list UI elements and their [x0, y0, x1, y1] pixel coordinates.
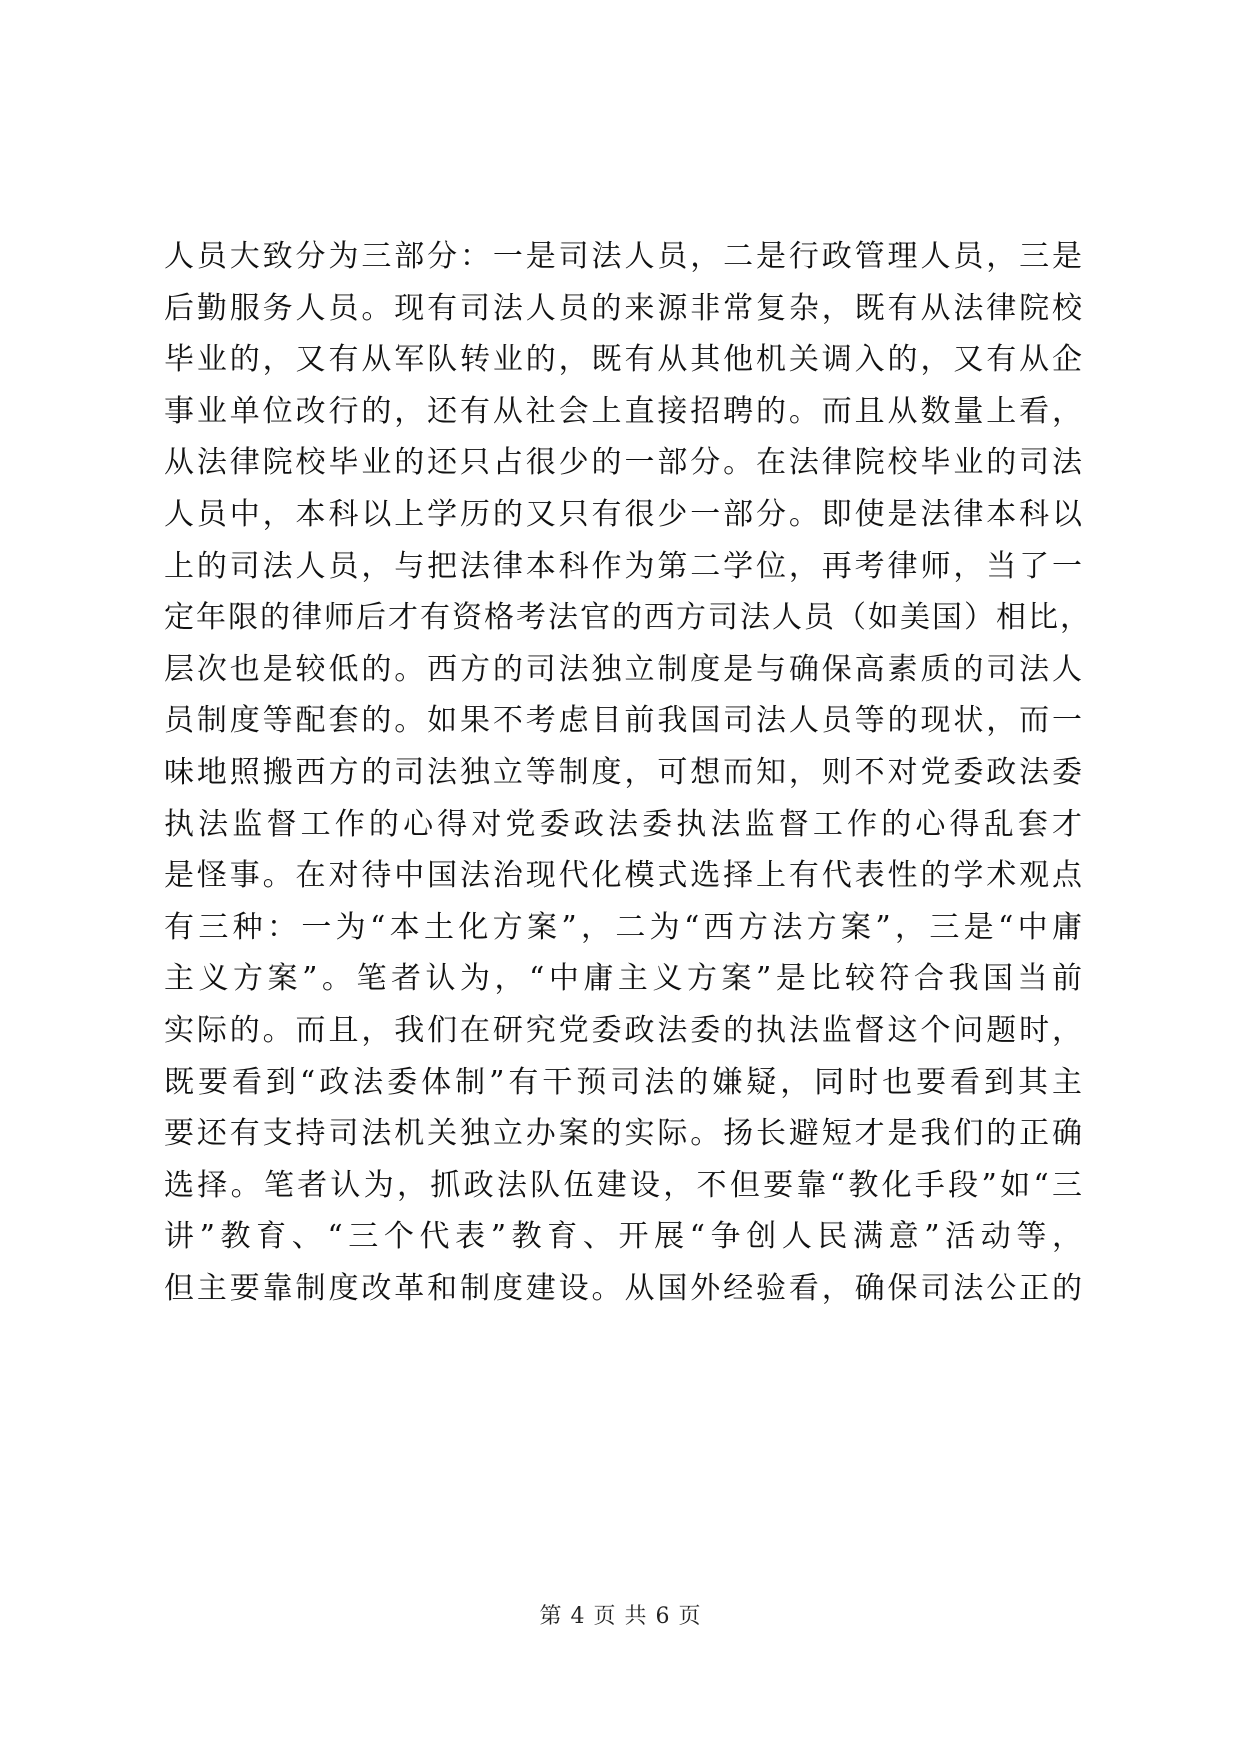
- text-line: 层次也是较低的。西方的司法独立制度是与确保高素质的司法人: [164, 651, 1084, 687]
- body-text: [164, 231, 1092, 1314]
- text-line: 人员大致分为三部分：一是司法人员，二是行政管理人员，三是: [164, 239, 1084, 274]
- text-line: 但主要靠制度改革和制度建设。从国外经验看，确保司法公正的: [164, 1270, 1084, 1306]
- text-line: 实际的。而且，我们在研究党委政法委的执法监督这个问题时，: [164, 1012, 1084, 1048]
- page-footer: [0, 1602, 1241, 1632]
- text-line: 从法律院校毕业的还只占很少的一部分。在法律院校毕业的司法: [164, 445, 1084, 481]
- text-line: 讲”教育、“三个代表”教育、开展“争创人民满意”活动等，: [164, 1219, 1084, 1255]
- text-line: 毕业的，又有从军队转业的，既有从其他机关调入的，又有从企: [164, 342, 1084, 378]
- text-line: 有三种：一为“本土化方案”，二为“西方法方案”，三是“中庸: [164, 909, 1084, 945]
- text-line: 人员中，本科以上学历的又只有很少一部分。即使是法律本科以: [164, 496, 1084, 532]
- text-line: 既要看到“政法委体制”有干预司法的嫌疑，同时也要看到其主: [164, 1064, 1084, 1100]
- text-line: 是怪事。在对待中国法治现代化模式选择上有代表性的学术观点: [164, 858, 1084, 894]
- text-line: 主义方案”。笔者认为，“中庸主义方案”是比较符合我国当前: [164, 961, 1084, 997]
- page-number-label: 第 4 页 共 6 页: [539, 1604, 702, 1629]
- text-line: 员制度等配套的。如果不考虑目前我国司法人员等的现状，而一: [164, 703, 1084, 739]
- text-line: 上的司法人员，与把法律本科作为第二学位，再考律师，当了一: [164, 548, 1084, 584]
- text-line: 味地照搬西方的司法独立等制度，可想而知，则不对党委政法委: [164, 754, 1084, 790]
- text-line: 选择。笔者认为，抓政法队伍建设，不但要靠“教化手段”如“三: [164, 1167, 1084, 1203]
- text-line: 后勤服务人员。现有司法人员的来源非常复杂，既有从法律院校: [164, 290, 1084, 326]
- text-line: 执法监督工作的心得对党委政法委执法监督工作的心得乱套才: [164, 806, 1084, 842]
- text-line: 事业单位改行的，还有从社会上直接招聘的。而且从数量上看，: [164, 393, 1084, 429]
- text-line: 要还有支持司法机关独立办案的实际。扬长避短才是我们的正确: [164, 1116, 1084, 1152]
- text-line: 定年限的律师后才有资格考法官的西方司法人员（如美国）相比，: [164, 600, 1092, 636]
